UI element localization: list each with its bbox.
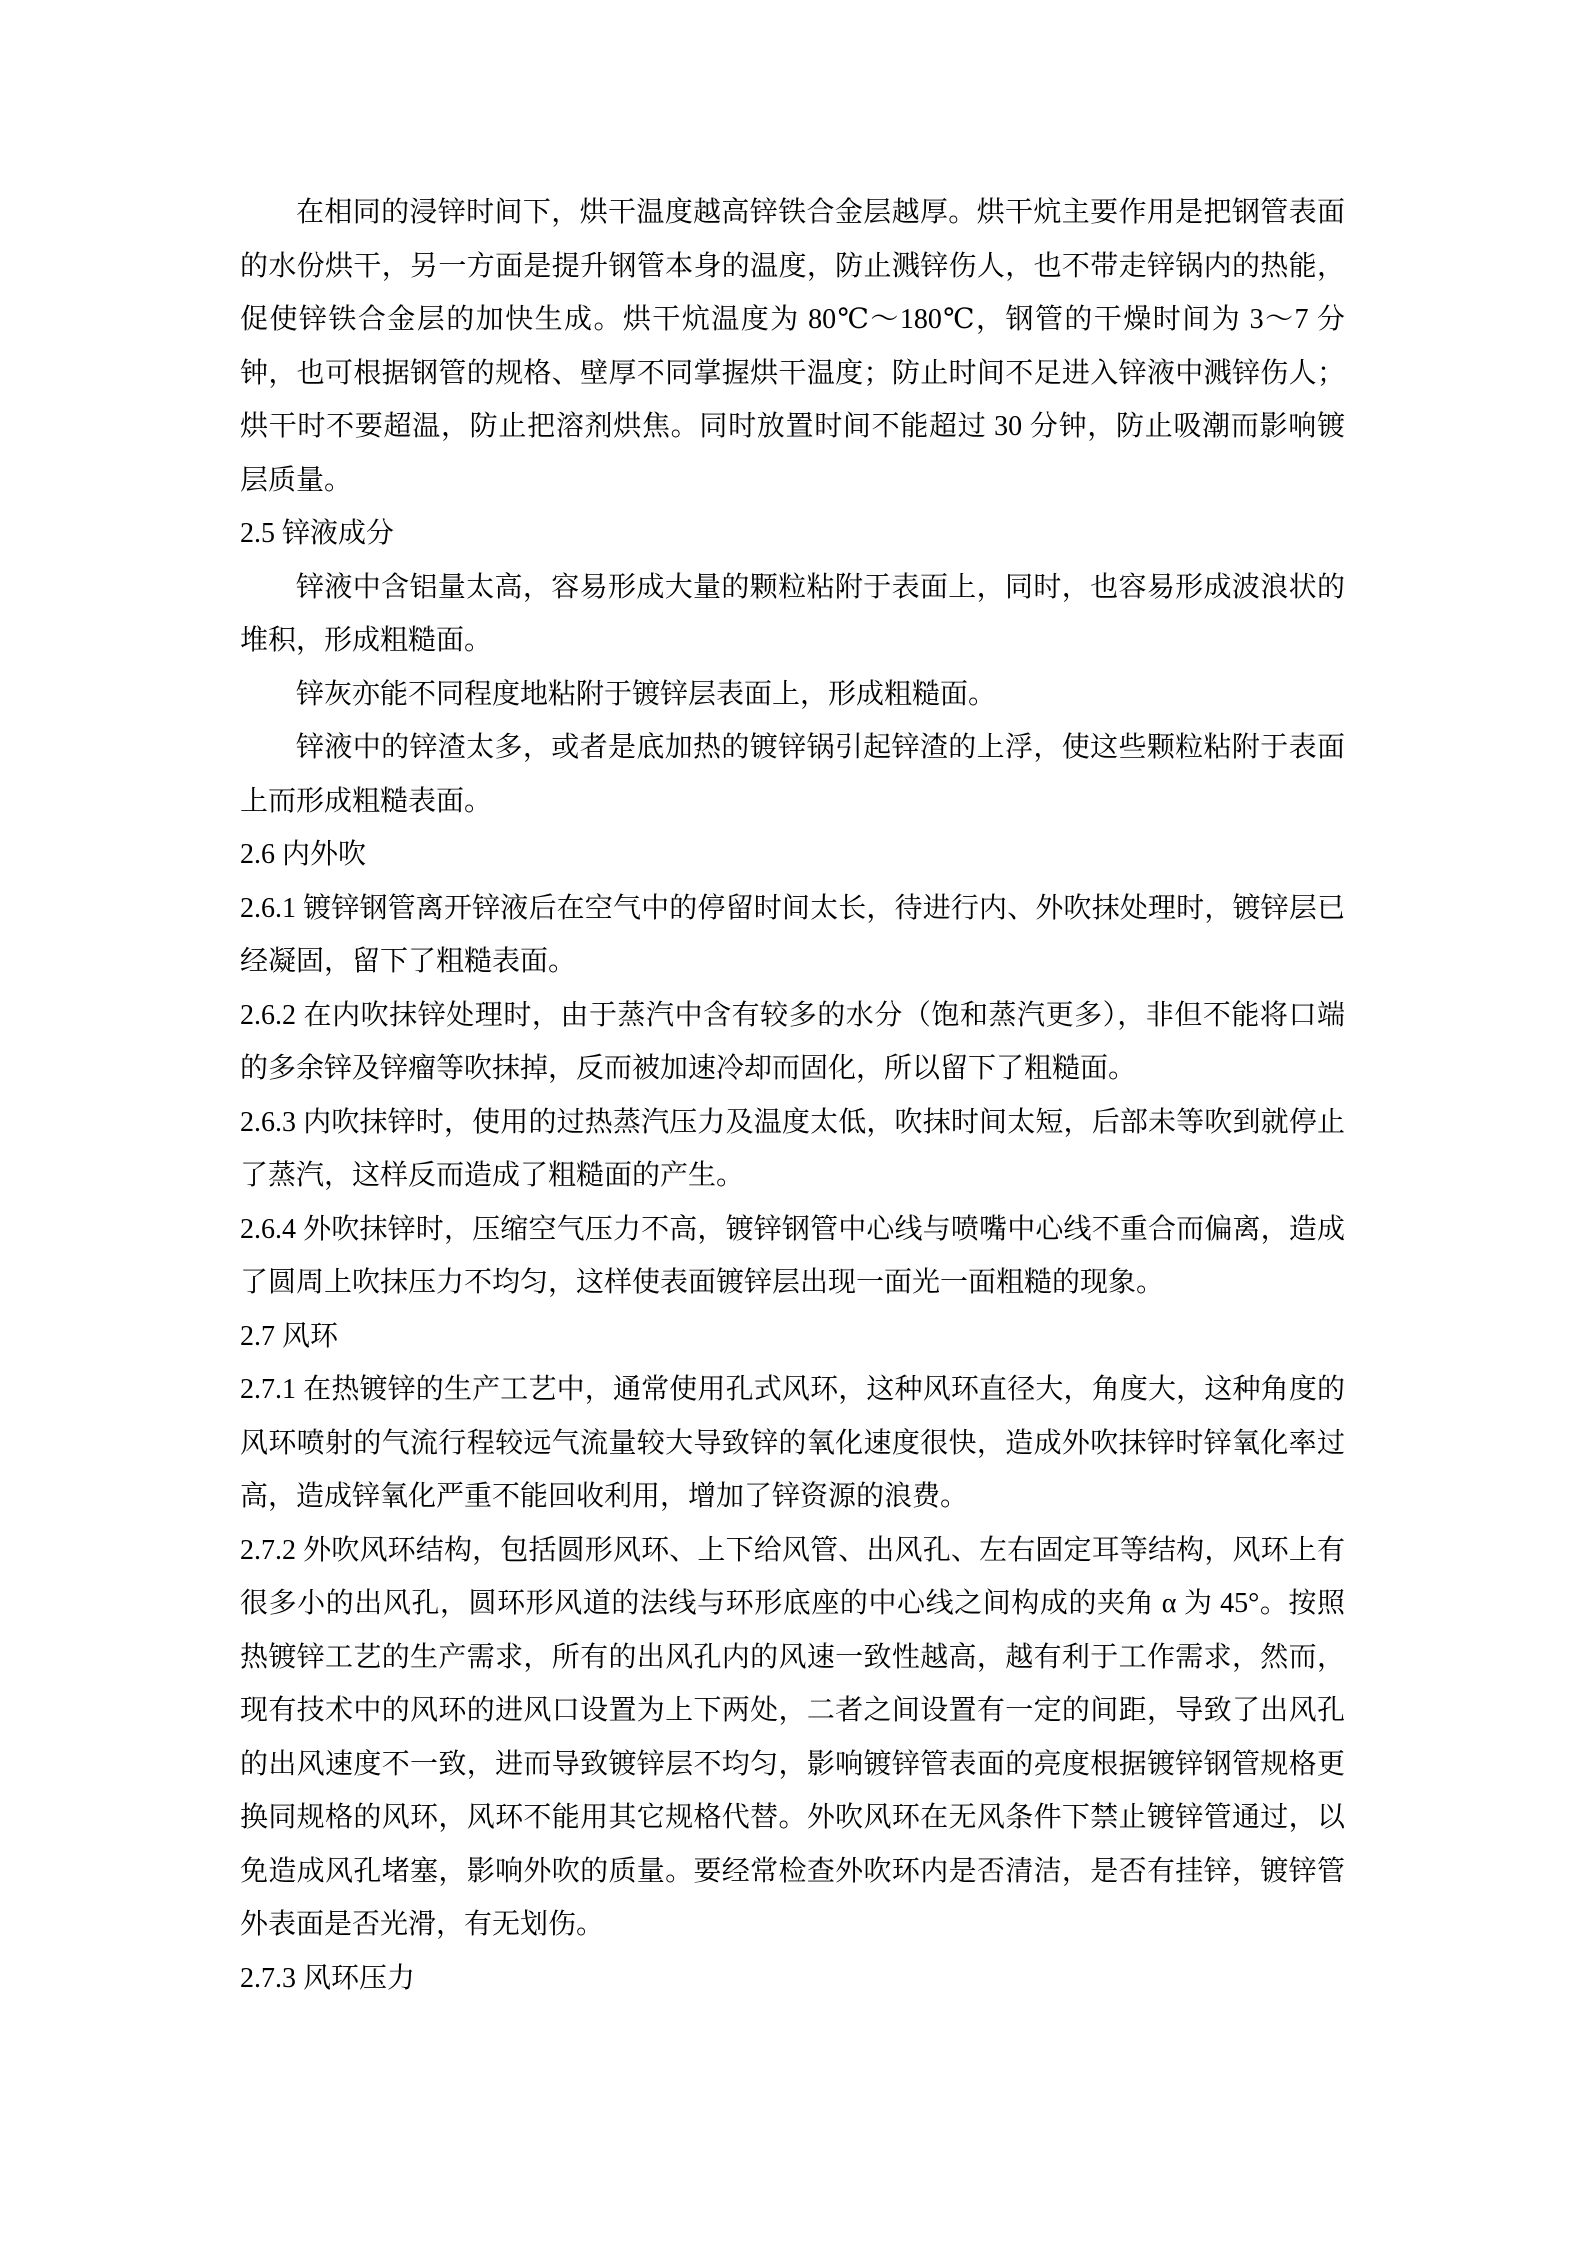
paragraph: 2.7.2 外吹风环结构，包括圆形风环、上下给风管、出风孔、左右固定耳等结构，风环上有很多小的出风孔，圆环形风道的法线与环形底座的中心线之间构成的夹角 α 为 45°。按照热镀锌工艺的生产需求，所有的出风孔内的风速一致性越高，越有利于工作需求，然而，现有技术中的风环的进风口设置为上下两处，二者之间设置有一定的间距，导致了出风孔的出风速度不一致，进而导致镀锌层不均匀，影响镀锌管表面的亮度根据镀锌钢管规格更换同规格的风环，风环不能用其它规格代替。外吹风环在无风条件下禁止镀锌管通过，以免造成风孔堵塞，影响外吹的质量。要经常检查外吹环内是否清洁，是否有挂锌，镀锌管外表面是否光滑，有无划伤。	[240, 1534, 1345, 1940]
section-heading: 2.6 内外吹	[240, 839, 367, 870]
section-heading: 2.7 风环	[240, 1320, 339, 1352]
paragraph: 锌灰亦能不同程度地粘附于镀锌层表面上，形成粗糙面。	[296, 678, 997, 710]
paragraph: 锌液中含铝量太高，容易形成大量的颗粒粘附于表面上，同时，也容易形成波浪状的堆积，形成粗糙面。	[240, 571, 1345, 656]
paragraph: 2.6.1 镀锌钢管离开锌液后在空气中的停留时间太长，待进行内、外吹抹处理时，镀锌层已经凝固，留下了粗糙表面。	[240, 892, 1345, 977]
paragraph: 2.6.4 外吹抹锌时，压缩空气压力不高，镀锌钢管中心线与喷嘴中心线不重合而偏离，造成了圆周上吹抹压力不均匀，这样使表面镀锌层出现一面光一面粗糙的现象。	[240, 1213, 1345, 1298]
section-heading: 2.5 锌液成分	[240, 518, 395, 549]
paragraph: 在相同的浸锌时间下，烘干温度越高锌铁合金层越厚。烘干炕主要作用是把钢管表面的水份烘干，另一方面是提升钢管本身的温度，防止溅锌伤人，也不带走锌锅内的热能，促使锌铁合金层的加快生成。烘干炕温度为 80℃～180℃，钢管的干燥时间为 3～7 分钟，也可根据钢管的规格、壁厚不同掌握烘干温度；防止时间不足进入锌液中溅锌伤人；烘干时不要超温，防止把溶剂烘焦。同时放置时间不能超过 30 分钟，防止吸潮而影响镀层质量。	[240, 197, 1345, 496]
paragraph: 2.6.3 内吹抹锌时，使用的过热蒸汽压力及温度太低，吹抹时间太短，后部未等吹到就停止了蒸汽，这样反而造成了粗糙面的产生。	[240, 1106, 1345, 1191]
document-text-block	[240, 186, 1345, 2005]
paragraph: 锌液中的锌渣太多，或者是底加热的镀锌锅引起锌渣的上浮，使这些颗粒粘附于表面上而形成粗糙表面。	[240, 732, 1345, 817]
paragraph: 2.6.2 在内吹抹锌处理时，由于蒸汽中含有较多的水分（饱和蒸汽更多），非但不能将口端的多余锌及锌瘤等吹抹掉，反而被加速冷却而固化，所以留下了粗糙面。	[240, 999, 1345, 1084]
paragraph: 2.7.1 在热镀锌的生产工艺中，通常使用孔式风环，这种风环直径大，角度大，这种角度的风环喷射的气流行程较远气流量较大导致锌的氧化速度很快，造成外吹抹锌时锌氧化率过高，造成锌氧化严重不能回收利用，增加了锌资源的浪费。	[240, 1374, 1345, 1512]
section-heading: 2.7.3 风环压力	[240, 1962, 416, 1994]
